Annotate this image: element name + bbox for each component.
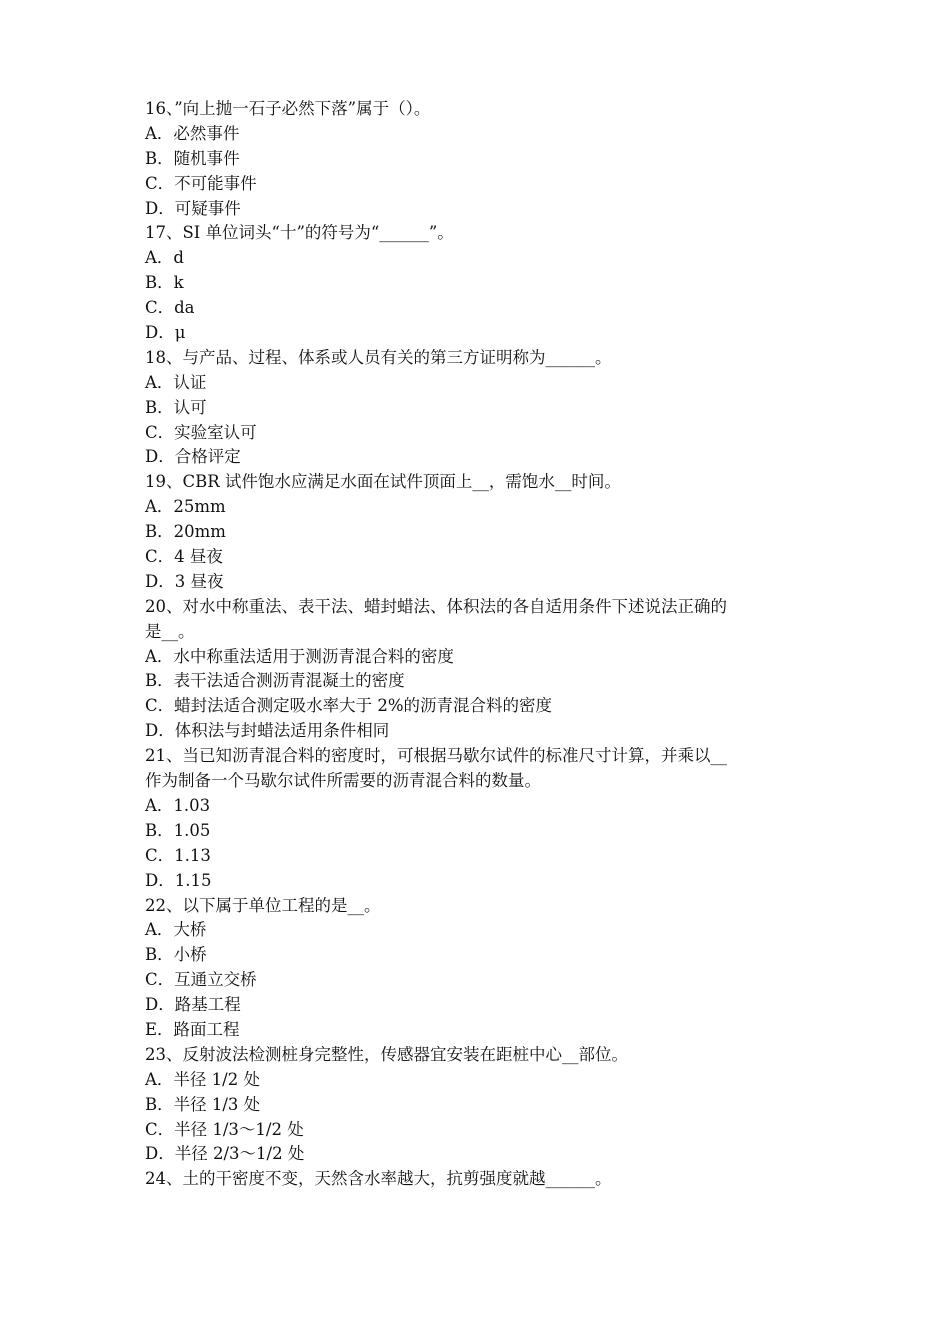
question-22-option-a: A．大桥 xyxy=(145,920,207,940)
question-22-option-c: C．互通立交桥 xyxy=(145,970,257,990)
question-20-option-a: A．水中称重法适用于测沥青混合料的密度 xyxy=(145,646,454,666)
question-16-option-a: A．必然事件 xyxy=(145,123,240,143)
question-19-stem: 19、CBR 试件饱水应满足水面在试件顶面上__，需饱水__时间。 xyxy=(145,472,621,492)
question-18-option-d: D．合格评定 xyxy=(145,447,241,467)
question-17-option-d: D．μ xyxy=(145,323,186,343)
question-22-option-e: E．路面工程 xyxy=(145,1019,240,1039)
question-21-stem-line-1: 21、当已知沥青混合料的密度时，可根据马歇尔试件的标准尺寸计算，并乘以__ xyxy=(145,746,727,766)
question-20-stem-line-2: 是__。 xyxy=(145,621,195,641)
question-16-option-c: C．不可能事件 xyxy=(145,173,257,193)
question-19-option-a: A．25mm xyxy=(145,497,226,517)
question-23-stem: 23、反射波法检测桩身完整性，传感器宜安装在距桩中心__部位。 xyxy=(145,1044,628,1064)
question-23-option-b: B．半径 1/3 处 xyxy=(145,1094,261,1114)
question-19-option-d: D．3 昼夜 xyxy=(145,571,224,591)
question-17-stem: 17、SI 单位词头“十”的符号为“______”。 xyxy=(145,223,454,243)
question-text-block xyxy=(145,97,825,1192)
question-24-stem: 24、土的干密度不变，天然含水率越大，抗剪强度就越______。 xyxy=(145,1169,612,1189)
question-22-option-b: B．小桥 xyxy=(145,945,207,965)
question-23-option-d: D．半径 2/3～1/2 处 xyxy=(145,1144,305,1164)
question-19-option-b: B．20mm xyxy=(145,522,226,542)
question-20-option-b: B．表干法适合测沥青混凝土的密度 xyxy=(145,671,405,691)
question-17-option-b: B．k xyxy=(145,273,184,293)
question-17-option-a: A．d xyxy=(145,248,184,268)
question-18-option-b: B．认可 xyxy=(145,397,207,417)
question-21-option-c: C．1.13 xyxy=(145,845,211,865)
question-21-option-a: A．1.03 xyxy=(145,795,211,815)
question-21-stem-line-2: 作为制备一个马歇尔试件所需要的沥青混合料的数量。 xyxy=(145,771,541,791)
question-17-option-c: C．da xyxy=(145,298,195,318)
question-16-stem: 16、”向上抛一石子必然下落”属于（）。 xyxy=(145,99,431,118)
question-16-option-b: B．随机事件 xyxy=(145,148,240,168)
question-21-option-b: B．1.05 xyxy=(145,820,211,840)
question-23-option-c: C．半径 1/3～1/2 处 xyxy=(145,1119,304,1139)
question-18-option-c: C．实验室认可 xyxy=(145,422,257,442)
question-16-option-d: D．可疑事件 xyxy=(145,198,241,218)
question-20-stem-line-1: 20、对水中称重法、表干法、蜡封蜡法、体积法的各自适用条件下述说法正确的 xyxy=(145,596,727,616)
question-18-option-a: A．认证 xyxy=(145,372,207,392)
question-21-option-d: D．1.15 xyxy=(145,870,212,890)
question-20-option-d: D．体积法与封蜡法适用条件相同 xyxy=(145,721,390,741)
question-23-option-a: A．半径 1/2 处 xyxy=(145,1069,260,1089)
question-20-option-c: C．蜡封法适合测定吸水率大于 2%的沥青混合料的密度 xyxy=(145,696,553,716)
question-22-option-d: D．路基工程 xyxy=(145,995,241,1015)
question-19-option-c: C．4 昼夜 xyxy=(145,547,223,567)
question-18-stem: 18、与产品、过程、体系或人员有关的第三方证明称为______。 xyxy=(145,347,612,367)
question-22-stem: 22、以下属于单位工程的是__。 xyxy=(145,895,381,915)
